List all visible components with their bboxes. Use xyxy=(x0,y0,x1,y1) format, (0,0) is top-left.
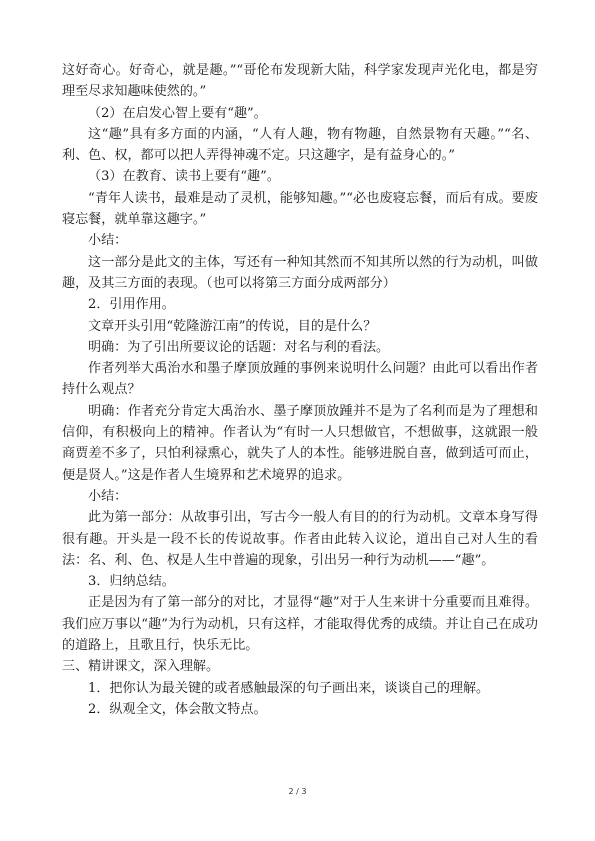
paragraph: 文章开头引用“乾隆游江南”的传说，目的是什么？ xyxy=(88,318,377,334)
paragraph: 2．引用作用。 xyxy=(88,297,175,313)
paragraph: （2）在启发心智上要有“趣”。 xyxy=(88,105,267,121)
paragraph: 2．纵观全文，体会散文特点。 xyxy=(88,701,267,717)
paragraph: 明确：为了引出所要议论的话题：对名与利的看法。 xyxy=(88,339,390,355)
paragraph: 这“趣”具有多方面的内涵，“人有人趣，物有物趣，自然景物有天趣。”“名、利、色、权，都可以把人弄得神魂不定。只这趣字，是有益身心的。” xyxy=(62,126,538,164)
paragraph: 小结： xyxy=(88,233,128,249)
section-heading: 三、精讲课文，深入理解。 xyxy=(62,659,220,675)
paragraph: 1．把你认为最关键的或者感触最深的句子画出来，谈谈自己的理解。 xyxy=(88,680,490,696)
paragraph: 作者列举大禹治水和墨子摩顶放踵的事例来说明什么问题？由此可以看出作者持什么观点？ xyxy=(62,361,538,398)
paragraph: 3．归纳总结。 xyxy=(88,574,175,590)
paragraph: “青年人读书，最难是动了灵机，能够知趣。”“必也废寝忘餐，而后有成。要废寝忘餐，就单靠这趣字。” xyxy=(62,190,538,228)
paragraph: 小结： xyxy=(88,488,128,504)
paragraph: 正是因为有了第一部分的对比，才显得“趣”对于人生来讲十分重要而且难得。我们应万事以“趣”为行为动机，只有这样，才能取得优秀的成绩。并让自己在成功的道路上，且歌且行，快乐无比。 xyxy=(62,595,538,654)
document-body xyxy=(62,60,538,720)
paragraph: 这一部分是此文的主体，写还有一种知其然而不知其所以然的行为动机，叫做趣，及其三方面的表现。（也可以将第三方面分成两部分） xyxy=(62,254,538,291)
paragraph: 明确：作者充分肯定大禹治水、墨子摩顶放踵并不是为了名利而是为了理想和信仰，有积极向上的精神。作者认为“有时一人只想做官，不想做事，这就跟一般商贾差不多了，只怕利禄熏心，就失了人的本性。能够进脱自喜，做到适可而止，便是贤人。”这是作者人生境界和艺术境界的追求。 xyxy=(62,403,538,483)
paragraph: 此为第一部分：从故事引出，写古今一般人有目的的行为动机。文章本身写得很有趣。开头是一段不长的传说故事。作者由此转入议论，道出自己对人生的看法：名、利、色、权是人生中普遍的现象，引出另一种行为动机——“趣”。 xyxy=(62,510,538,568)
paragraph: （3）在教育、读书上要有“趣”。 xyxy=(88,169,280,185)
paragraph: 这好奇心。好奇心，就是趣。”“哥伦布发现新大陆，科学家发现声光化电，都是穷理至尽求知趣味使然的。” xyxy=(62,63,538,100)
page-number: 2 / 3 xyxy=(288,787,307,796)
